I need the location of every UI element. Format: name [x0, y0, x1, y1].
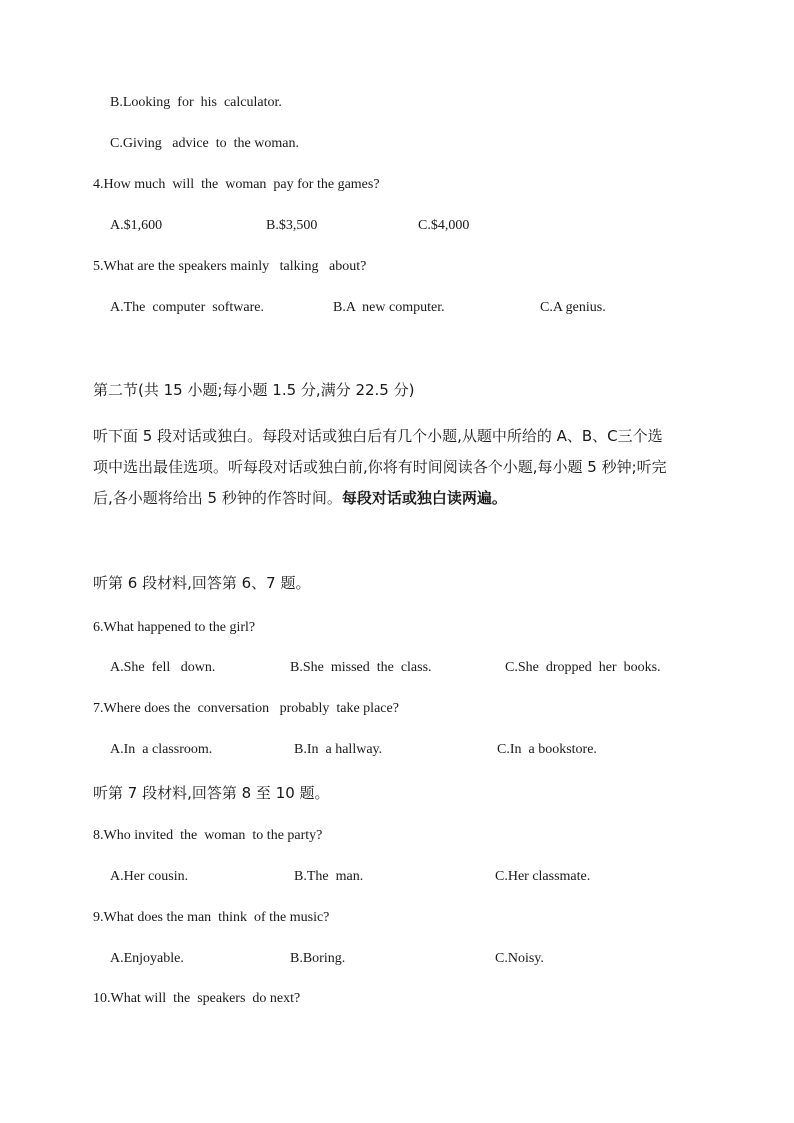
q7-option-b: B.In a hallway.: [294, 742, 383, 757]
q7-option-a: A.In a classroom.: [110, 742, 213, 757]
q7-stem: 7.Where does the conversation probably take place?: [93, 701, 399, 716]
q8-stem: 8.Who invited the woman to the party?: [93, 828, 323, 843]
q4-stem: 4.How much will the woman pay for the games?: [93, 177, 380, 192]
q8-option-b: B.The man.: [294, 869, 364, 884]
q10-stem: 10.What will the speakers do next?: [93, 991, 301, 1006]
passage-6-label: 听第 6 段材料,回答第 6、7 题。: [93, 574, 311, 592]
q8-option-c: C.Her classmate.: [495, 869, 591, 884]
q4-option-b: B.$3,500: [266, 218, 318, 233]
passage-7-label: 听第 7 段材料,回答第 8 至 10 题。: [93, 784, 330, 802]
q6-option-b: B.She missed the class.: [290, 660, 432, 675]
q5-option-a: A.The computer software.: [110, 300, 264, 315]
instructions-bold-text: 每段对话或独白读两遍。: [341, 489, 507, 507]
q6-option-c: C.She dropped her books.: [505, 660, 661, 675]
instructions-line-1: 听下面 5 段对话或独白。每段对话或独白后有几个小题,从题中所给的 A、B、C三个选: [93, 427, 663, 445]
q8-option-a: A.Her cousin.: [110, 869, 189, 884]
instructions-normal-text: 后,各小题将给出 5 秒钟的作答时间。: [93, 489, 342, 507]
q5-option-b: B.A new computer.: [333, 300, 445, 315]
q4-option-c: C.$4,000: [418, 218, 470, 233]
instructions-line-3: [93, 487, 507, 509]
instructions-line-2: 项中选出最佳选项。听每段对话或独白前,你将有时间阅读各个小题,每小题 5 秒钟;听完: [93, 458, 667, 476]
q6-option-a: A.She fell down.: [110, 660, 216, 675]
q9-stem: 9.What does the man think of the music?: [93, 910, 330, 925]
q9-option-a: A.Enjoyable.: [110, 951, 184, 966]
section-heading: 第二节(共 15 小题;每小题 1.5 分,满分 22.5 分): [93, 381, 415, 399]
q7-option-c: C.In a bookstore.: [497, 742, 597, 757]
q3-option-b: B.Looking for his calculator.: [110, 95, 282, 110]
q5-option-c: C.A genius.: [540, 300, 606, 315]
q9-option-c: C.Noisy.: [495, 951, 544, 966]
q5-stem: 5.What are the speakers mainly talking about?: [93, 259, 367, 274]
q3-option-c: C.Giving advice to the woman.: [110, 136, 299, 151]
q4-option-a: A.$1,600: [110, 218, 163, 233]
q9-option-b: B.Boring.: [290, 951, 346, 966]
q6-stem: 6.What happened to the girl?: [93, 620, 256, 635]
